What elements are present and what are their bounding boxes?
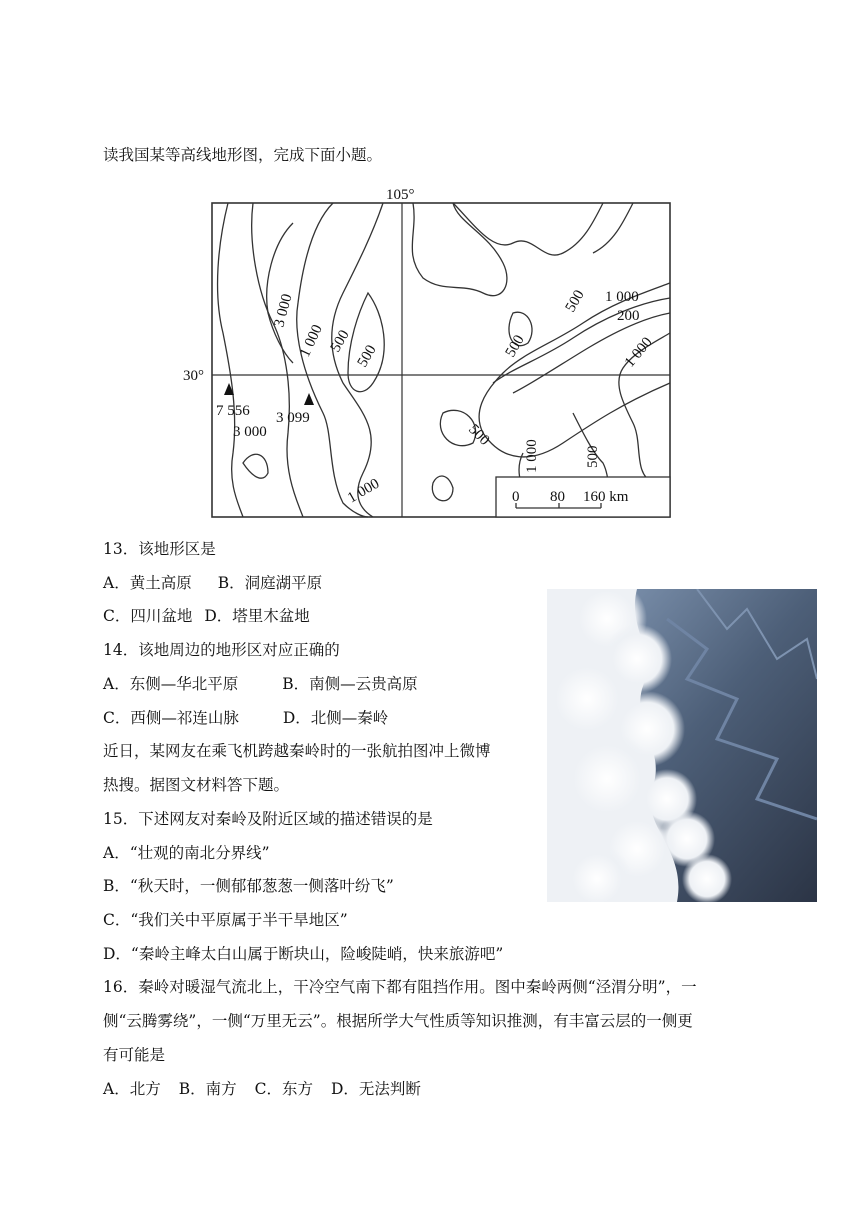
q13-option-a: A．黄土高原 bbox=[103, 574, 192, 592]
contour-map bbox=[183, 183, 673, 523]
q14-stem: 14．该地周边的地形区对应正确的 bbox=[103, 641, 340, 659]
q15-option-b: B．“秋天时，一侧郁郁葱葱一侧落叶纷飞” bbox=[103, 877, 394, 895]
contour-label: 3 000 bbox=[233, 424, 267, 440]
q13-stem: 13．该地形区是 bbox=[103, 540, 216, 558]
aerial-photo-qinling bbox=[547, 589, 817, 902]
q16-stem-line-3: 有可能是 bbox=[103, 1046, 166, 1064]
contour-label: 1 000 bbox=[605, 289, 639, 305]
lon-label: 105° bbox=[386, 187, 415, 203]
q16-options bbox=[103, 1079, 421, 1099]
q14-option-b: B．南侧—云贵高原 bbox=[282, 675, 418, 693]
contour-label: 500 bbox=[354, 342, 380, 370]
q16-option-b: B．南方 bbox=[178, 1080, 237, 1098]
scale-mid: 80 bbox=[550, 489, 565, 505]
intro-text: 读我国某等高线地形图，完成下面小题。 bbox=[103, 146, 383, 164]
contour-label: 500 bbox=[465, 421, 493, 449]
q14-option-a: A．东侧—华北平原 bbox=[103, 675, 239, 693]
q16-option-d: D．无法判断 bbox=[330, 1080, 421, 1098]
q14-options-row1 bbox=[103, 674, 418, 694]
q14-options-row2 bbox=[103, 708, 388, 728]
peak-marker-2 bbox=[304, 393, 314, 405]
q16-option-c: C．东方 bbox=[254, 1080, 313, 1098]
q13-option-d: D．塔里木盆地 bbox=[204, 607, 310, 625]
q16-option-a: A．北方 bbox=[103, 1080, 161, 1098]
q13-options-row2 bbox=[103, 606, 310, 626]
peak2-elevation: 3 099 bbox=[276, 410, 310, 426]
peak1-elevation: 7 556 bbox=[216, 403, 250, 419]
contour-label: 500 bbox=[585, 445, 601, 468]
lat-label: 30° bbox=[183, 368, 204, 384]
q15-stem: 15．下述网友对秦岭及附近区域的描述错误的是 bbox=[103, 810, 433, 828]
q13-option-b: B．洞庭湖平原 bbox=[217, 574, 323, 592]
q16-stem-line-2: 侧“云腾雾绕”，一侧“万里无云”。根据所学大气性质等知识推测，有丰富云层的一侧更 bbox=[103, 1012, 693, 1030]
contour-label: 1 000 bbox=[524, 439, 540, 473]
contour-label: 500 bbox=[327, 327, 353, 355]
q15-option-a: A．“壮观的南北分界线” bbox=[103, 844, 270, 862]
scale-end: 160 km bbox=[583, 489, 629, 505]
contour-label: 1 000 bbox=[297, 322, 326, 360]
material-line-1: 近日，某网友在乘飞机跨越秦岭时的一张航拍图冲上微博 bbox=[103, 742, 491, 760]
contour-label: 3 000 bbox=[271, 292, 296, 330]
q14-option-c: C．西侧—祁连山脉 bbox=[103, 709, 239, 727]
contour-label: 500 bbox=[562, 287, 588, 315]
q13-options-row1 bbox=[103, 573, 322, 593]
material-line-2: 热搜。据图文材料答下题。 bbox=[103, 776, 290, 794]
scale-zero: 0 bbox=[512, 489, 520, 505]
q15-option-d: D．“秦岭主峰太白山属于断块山，险峻陡峭，快来旅游吧” bbox=[103, 945, 504, 963]
contour-label: 500 bbox=[502, 332, 528, 360]
contour-label: 1 000 bbox=[345, 475, 383, 507]
contour-label: 1 000 bbox=[621, 334, 656, 371]
contour-label: 200 bbox=[617, 308, 640, 324]
q16-stem-line-1: 16．秦岭对暖湿气流北上，干冷空气南下都有阻挡作用。图中秦岭两侧“泾渭分明”，一 bbox=[103, 978, 697, 996]
q15-option-c: C．“我们关中平原属于半干旱地区” bbox=[103, 911, 348, 929]
q14-option-d: D．北侧—秦岭 bbox=[282, 709, 389, 727]
q13-option-c: C．四川盆地 bbox=[103, 607, 193, 625]
